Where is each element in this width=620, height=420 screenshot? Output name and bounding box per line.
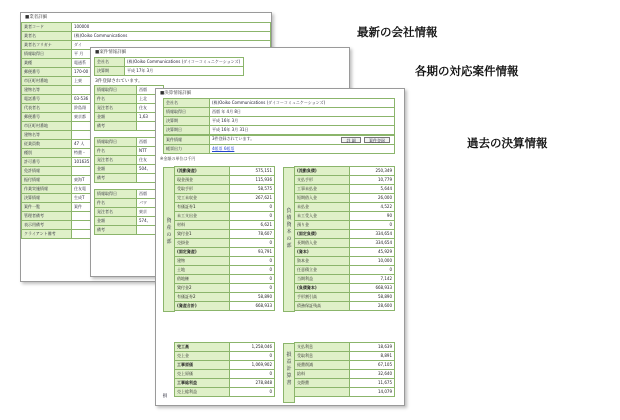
financial-item-value: 250,349 [349,166,395,176]
case-field-value: NTT [137,147,164,156]
financial-item-value: 32,640 [349,369,395,379]
financial-item-name: 建物 [174,256,230,266]
pl-left-rows [175,343,275,397]
field-value: 101635 [72,158,271,167]
financial-item-value: 45,929 [349,247,395,257]
kv-row [22,23,271,32]
case-field-value: 東京 [137,208,164,217]
case-group-table [94,189,164,235]
financial-item-value: 67,105 [349,360,395,370]
financial-item-value: 8,891 [349,351,395,361]
display-label: 帳票出力 [164,145,210,154]
field-label: クライアント備考 [22,230,72,239]
financial-item-name: 手形割引高 [294,292,350,302]
financial-row [175,302,275,311]
financial-item-value: 278,848 [229,378,275,388]
financial-item-name: (負債資本) [294,283,350,293]
financial-item-name: 工事原価 [174,360,230,370]
financial-item-value: 115,936 [229,175,275,185]
financial-item-value: 11,675 [349,378,395,388]
financial-row [295,302,395,311]
callout-latest-company: 最新の会社情報 [357,25,438,39]
pl-vertical-label: 損 益 計 算 書 [283,343,295,403]
field-value: 案件 [72,203,271,212]
financial-item-name: 材料 [174,220,230,230]
field-label: 表示用備考 [22,221,72,230]
field-value: ダイ [72,41,271,50]
case-field-value: 574, [137,217,164,226]
case-info-label: 案件情報 [164,136,210,145]
kv-row [164,126,395,135]
field-value: 平成 16年 3月 31日 [210,126,395,135]
financial-item-value: 0 [349,265,395,275]
field-value: (株)Ooiko Communications (ダイコーコミュニケーションズ) [125,58,244,67]
detail-button[interactable]: 詳 細 [341,137,360,143]
field-label: 作業実施情報 [22,185,72,194]
financial-item-value: 1,069,902 [229,360,275,370]
case-field-label: 情報取得日 [95,86,137,95]
financial-detail-sheet [155,88,405,406]
case-field-value: パワ [137,199,164,208]
field-value: 生成T [72,194,271,203]
case-field-value: 上北 [137,95,164,104]
financial-item-value: 7,142 [349,274,395,284]
financial-item-value: 668,933 [349,283,395,293]
financial-item-value: 78,607 [229,229,275,239]
financial-item-name: 長期借入金 [294,238,350,248]
financial-item-name: 現金預金 [174,175,230,185]
kv-row [95,58,244,67]
field-value: 西暦 年 4月 8日 [210,108,395,117]
kv-row [164,108,395,117]
field-label: 市区町村番地 [22,122,72,131]
financial-item-value: 1,258,046 [229,342,275,352]
field-label: 決算期 [164,117,210,126]
field-value: 平 月 [72,50,271,59]
liabilities-rows [295,167,395,311]
field-label: 免許情報 [22,167,72,176]
pl-right-rows [295,343,395,397]
financial-header-table [163,98,395,135]
case-detail-title: ■案件情報詳細 [95,50,127,55]
financial-item-value: 334,654 [349,229,395,239]
case-field-label: 備考 [95,174,137,183]
financial-item-name: 完工未収金 [174,193,230,203]
case-field-label: 金額 [95,217,137,226]
financial-item-name: 売上金 [174,351,230,361]
case-group-table [94,137,164,183]
liabilities-vertical-label: 負 債 資 本 の 部 [283,167,295,312]
field-label: 会社名 [95,58,125,67]
financial-item-value: 18,639 [349,342,395,352]
assets-vertical-label: 資 産 の 部 [163,167,175,312]
field-value: 上東 [72,77,271,86]
financial-item-value: 0 [229,387,275,397]
financial-item-name: 任意積立金 [294,265,350,275]
financial-item-value: 0 [229,369,275,379]
case-field-value: 1,63 [137,113,164,122]
financial-item-name: 未払金 [294,202,350,212]
financial-item-value: 4,522 [349,202,395,212]
field-value: 平成 16年 3月 [210,117,395,126]
case-register-button[interactable]: 案件登録 [364,137,390,143]
field-value: 170-00 [72,68,271,77]
field-label: 郵便番号 [22,68,72,77]
field-label: 情報取得日 [164,108,210,117]
field-label: 業者名 [22,32,72,41]
financial-item-value: 334,654 [349,238,395,248]
financial-item-value: 0 [349,220,395,230]
financial-row [295,388,395,397]
case-field-label: 金額 [95,113,137,122]
field-label: 案件一覧 [22,203,72,212]
financial-detail-title: ■決算情報詳細 [160,91,192,96]
case-info-cell [210,136,395,145]
financial-item-value: 58,890 [229,292,275,302]
financial-item-value: 575,151 [229,166,275,176]
financial-item-name: 経費削減 [294,360,350,370]
field-value: 東海T [72,176,271,185]
financial-item-name: 未工支出金 [174,211,230,221]
kv-row [22,32,271,41]
financial-item-value: 93,791 [229,247,275,257]
financial-item-name: 売上原価 [174,369,230,379]
financial-item-value: 28,600 [349,301,395,311]
field-label: 市区町村番地 [22,77,72,86]
field-label: 建物名等 [22,86,72,95]
case-header-table [94,57,244,76]
field-label: 振付情報 [22,176,72,185]
field-value: 100000 [72,23,271,32]
financial-item-value: 0 [229,351,275,361]
financial-item-name: (固定資産) [174,247,230,257]
financial-item-name: 給料 [294,369,350,379]
financial-item-value: 267,621 [229,193,275,203]
field-label: 電話番号 [22,95,72,104]
pl-left-marker: 損 [162,394,168,399]
financial-item-name: (資産合計) [174,301,230,311]
case-field-value: 504, [137,165,164,174]
case-field-label: 件名 [95,95,137,104]
case-field-label: 発注者名 [95,208,137,217]
financial-item-name: 工事総利益 [174,378,230,388]
financial-item-name: 完工高 [174,342,230,352]
financial-item-name: 土地 [174,265,230,275]
financial-item-value: 0 [229,238,275,248]
field-label: 業者名フリガナ [22,41,72,50]
financial-item-value: 0 [229,211,275,221]
case-field-value: 西暦 [137,138,164,147]
field-value: 住友電 [72,185,271,194]
case-field-value: 西暦 [137,86,164,95]
financial-item-name: 未工受入金 [294,211,350,221]
unit-note: ※金額の単位は千円 [160,156,196,161]
field-label: 郵便番号 [22,113,72,122]
case-field-label: 備考 [95,226,137,235]
kv-row [164,117,395,126]
field-value: 平成 17年 3月 [125,67,244,76]
financial-item-name: (資本) [294,247,350,257]
field-label: 決算期日 [164,126,210,135]
financial-item-name: 資本金 [294,256,350,266]
financial-item-value: 5,644 [349,184,395,194]
case-field-label: 情報取得日 [95,138,137,147]
field-value: 電通系 [72,59,271,68]
financial-item-name [294,387,350,397]
field-label: 管理者備考 [22,212,72,221]
case-count-notice: 3件登録されています。 [95,79,143,84]
case-group-table [94,85,164,131]
case-field-label: 件名 [95,147,137,156]
callout-past-financials: 過去の決算情報 [467,136,548,150]
field-label: 業種 [22,59,72,68]
financial-item-value: 0 [229,202,275,212]
financial-item-name: 工事未払金 [294,184,350,194]
financial-item-value: 90 [349,211,395,221]
financial-item-name: 借地権 [174,274,230,284]
field-label: 業者コード [22,23,72,32]
financial-item-value: 58,575 [229,184,275,194]
financial-item-value: 26,000 [349,193,395,203]
report-links[interactable]: 4帳票 6帳票 [212,146,235,151]
case-field-label: 件名 [95,199,137,208]
financial-item-name: 支払利息 [294,342,350,352]
field-label: 情報取得日 [22,50,72,59]
financial-item-name: 貸付金2 [174,283,230,293]
financial-item-value: 10,779 [349,175,395,185]
case-field-label: 情報取得日 [95,190,137,199]
kv-row [164,99,395,108]
case-field-value: 西暦 [137,190,164,199]
field-value: 47 人 [72,140,271,149]
case-field-label: 発注者名 [95,156,137,165]
case-field-value: 住友 [137,156,164,165]
field-label: 建物名等 [22,131,72,140]
financial-item-name: 売掛金 [174,238,230,248]
field-label: 許可番号 [22,158,72,167]
field-value: 03-536 [72,95,271,104]
financial-item-name: 短期借入金 [294,193,350,203]
financial-item-value: 10,000 [349,256,395,266]
case-field-value: 住友 [137,104,164,113]
financial-item-value: 668,933 [229,301,275,311]
field-label: 代表者名 [22,104,72,113]
financial-item-name: 受取利息 [294,351,350,361]
financial-item-name: 貸付金1 [174,229,230,239]
field-label: 種別 [22,149,72,158]
financial-item-name: 債務保証残高 [294,301,350,311]
case-field-label: 発注者名 [95,104,137,113]
field-value: 東京都 [72,113,271,122]
financial-item-name: 受取手形 [174,184,230,194]
assets-rows [175,167,275,311]
financial-case-table [163,135,395,154]
financial-item-name: (流動資産) [174,166,230,176]
case-field-label: 金額 [95,165,137,174]
financial-item-name: 当期利益 [294,274,350,284]
callout-period-cases: 各期の対応案件情報 [415,64,519,78]
financial-item-name: (固定負債) [294,229,350,239]
financial-item-value: 0 [229,274,275,284]
case-field-label: 備考 [95,122,137,131]
financial-item-value: 0 [229,283,275,293]
financial-item-name: 有価証券2 [174,292,230,302]
kv-row [95,67,244,76]
financial-row [175,388,275,397]
case-info-text: 3件登録されています。 [212,136,255,141]
financial-item-value: 0 [229,256,275,266]
financial-item-name: (流動負債) [294,166,350,176]
financial-item-name: 有価証券1 [174,202,230,212]
company-detail-title: ■業者詳細 [25,15,48,20]
financial-item-value: 14,079 [349,387,395,397]
financial-item-value: 0 [229,265,275,275]
field-label: 決算期 [95,67,125,76]
field-label: 決算情報 [22,194,72,203]
financial-item-name: 交際費 [294,378,350,388]
financial-item-name: 預り金 [294,220,350,230]
field-value: (株)Ooiko Communications (ダイコーコミュニケーションズ) [210,99,395,108]
financial-item-value: 58,890 [349,292,395,302]
field-value: 鈴島翔 [72,104,271,113]
field-value: 特費・ [72,149,271,158]
field-value: (株)Ooiko Communications [72,32,271,41]
financial-item-value: 6,621 [229,220,275,230]
field-label: 会社名 [164,99,210,108]
financial-item-name: 支払手形 [294,175,350,185]
financial-item-name: 売上総利益 [174,387,230,397]
field-label: 従業員数 [22,140,72,149]
